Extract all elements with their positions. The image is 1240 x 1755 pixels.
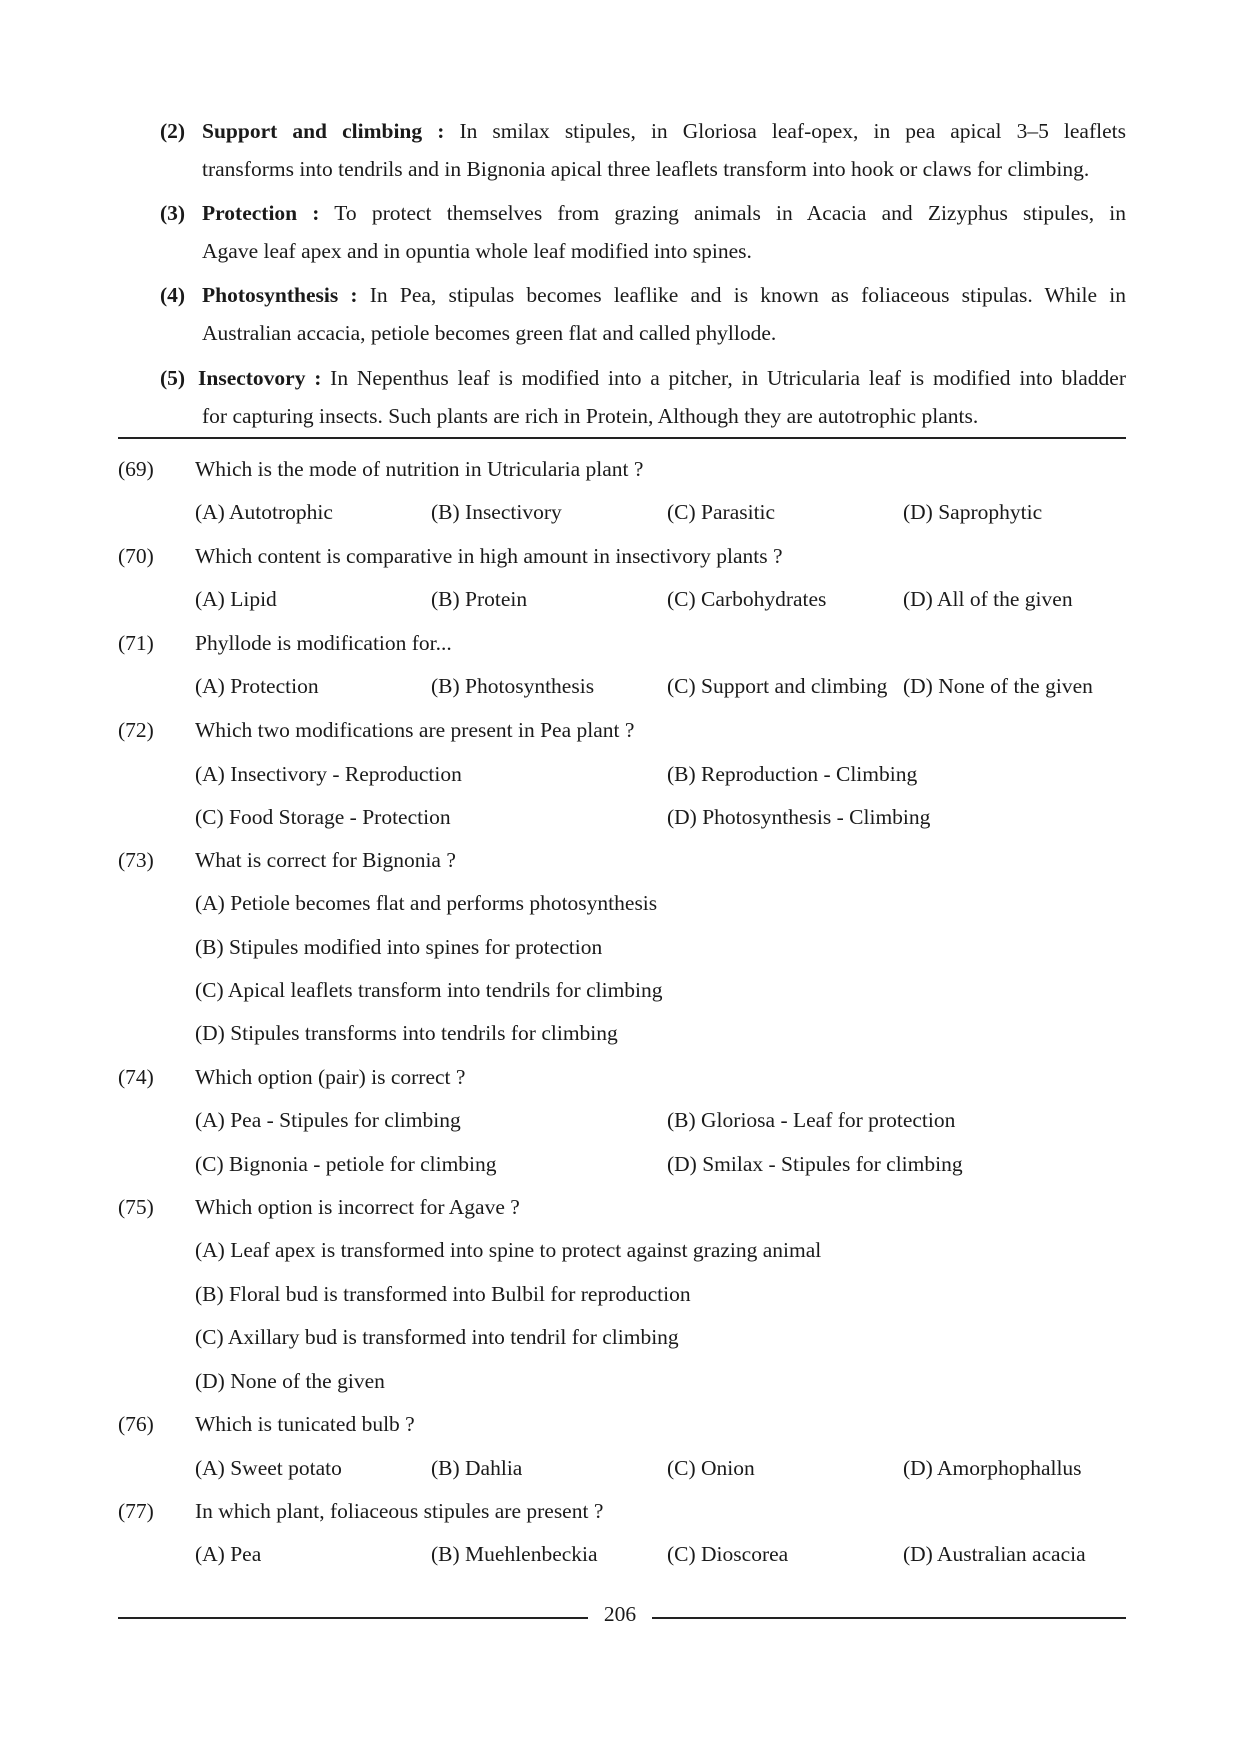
option-c: (C) Axillary bud is transformed into tendril for climbing — [195, 1325, 679, 1349]
question-number: (72) — [118, 718, 154, 742]
option-c: (C) Dioscorea — [667, 1542, 789, 1566]
option-b: (B) Reproduction - Climbing — [667, 762, 918, 786]
note-number: (5) — [160, 366, 186, 390]
question-number: (75) — [118, 1195, 154, 1219]
question-text: Which is the mode of nutrition in Utricularia plant ? — [195, 457, 644, 481]
option-a: (A) Autotrophic — [195, 500, 333, 524]
option-a: (A) Pea — [195, 1542, 262, 1566]
option-c: (C) Carbohydrates — [667, 587, 827, 611]
option-d: (D) Saprophytic — [903, 500, 1043, 524]
question-text: Which option (pair) is correct ? — [195, 1065, 466, 1089]
note-heading: Protection : — [202, 201, 320, 225]
option-b: (B) Photosynthesis — [431, 674, 595, 698]
footer-rule-right — [652, 1617, 1126, 1619]
option-c: (C) Apical leaflets transform into tendrils for climbing — [195, 978, 663, 1002]
question-number: (74) — [118, 1065, 154, 1089]
question-text: Which two modifications are present in Pea plant ? — [195, 718, 635, 742]
note-text-cont: for capturing insects. Such plants are rich in Protein, Although they are autotrophic plants. — [202, 404, 979, 428]
option-d: (D) None of the given — [195, 1369, 385, 1393]
option-b: (B) Dahlia — [431, 1456, 523, 1480]
option-c: (C) Bignonia - petiole for climbing — [195, 1152, 497, 1176]
note-protection — [160, 194, 1126, 270]
note-text-cont: transforms into tendrils and in Bignonia apical three leaflets transform into hook or claws for climbing. — [202, 157, 1090, 181]
option-c: (C) Food Storage - Protection — [195, 805, 451, 829]
question-number: (77) — [118, 1499, 154, 1523]
option-a: (A) Sweet potato — [195, 1456, 342, 1480]
option-a: (A) Lipid — [195, 587, 277, 611]
question-text: What is correct for Bignonia ? — [195, 848, 456, 872]
note-number: (4) — [160, 283, 186, 307]
option-b: (B) Gloriosa - Leaf for protection — [667, 1108, 956, 1132]
note-text: In Pea, stipulas becomes leaflike and is known as foliaceous stipulas. While in — [369, 283, 1126, 307]
option-b: (B) Stipules modified into spines for protection — [195, 935, 603, 959]
note-text: In smilax stipules, in Gloriosa leaf-opex, in pea apical 3–5 leaflets — [459, 119, 1126, 143]
question-text: Which option is incorrect for Agave ? — [195, 1195, 520, 1219]
question-number: (71) — [118, 631, 154, 655]
note-number: (3) — [160, 201, 186, 225]
question-number: (76) — [118, 1412, 154, 1436]
question-number: (73) — [118, 848, 154, 872]
option-a: (A) Petiole becomes flat and performs photosynthesis — [195, 891, 658, 915]
note-heading: Insectovory : — [198, 366, 322, 390]
option-d: (D) Amorphophallus — [903, 1456, 1082, 1480]
note-text-cont: Agave leaf apex and in opuntia whole leaf modified into spines. — [202, 239, 752, 263]
option-b: (B) Insectivory — [431, 500, 562, 524]
option-b: (B) Protein — [431, 587, 528, 611]
option-d: (D) All of the given — [903, 587, 1073, 611]
question-number: (69) — [118, 457, 154, 481]
note-support-climbing — [160, 112, 1126, 188]
option-a: (A) Protection — [195, 674, 319, 698]
option-c: (C) Support and climbing — [667, 674, 888, 698]
option-d: (D) Photosynthesis - Climbing — [667, 805, 931, 829]
note-text: To protect themselves from grazing animals in Acacia and Zizyphus stipules, in — [334, 201, 1126, 225]
footer-rule-left — [118, 1617, 588, 1619]
option-a: (A) Insectivory - Reproduction — [195, 762, 462, 786]
question-number: (70) — [118, 544, 154, 568]
note-photosynthesis — [160, 276, 1126, 352]
option-d: (D) None of the given — [903, 674, 1093, 698]
note-number: (2) — [160, 119, 186, 143]
page-number: 206 — [603, 1602, 637, 1626]
option-c: (C) Onion — [667, 1456, 755, 1480]
question-text: Which content is comparative in high amount in insectivory plants ? — [195, 544, 783, 568]
option-c: (C) Parasitic — [667, 500, 776, 524]
question-text: In which plant, foliaceous stipules are present ? — [195, 1499, 604, 1523]
option-b: (B) Floral bud is transformed into Bulbil for reproduction — [195, 1282, 691, 1306]
note-text: In Nepenthus leaf is modified into a pitcher, in Utricularia leaf is modified into bladder — [330, 366, 1126, 390]
page-footer — [118, 1602, 1126, 1632]
option-d: (D) Smilax - Stipules for climbing — [667, 1152, 963, 1176]
section-divider — [118, 437, 1126, 439]
note-insectovory — [160, 359, 1126, 435]
note-text-cont: Australian accacia, petiole becomes green flat and called phyllode. — [202, 321, 777, 345]
note-heading: Support and climbing : — [202, 119, 445, 143]
option-b: (B) Muehlenbeckia — [431, 1542, 598, 1566]
option-d: (D) Stipules transforms into tendrils for climbing — [195, 1021, 618, 1045]
option-a: (A) Leaf apex is transformed into spine to protect against grazing animal — [195, 1238, 822, 1262]
note-heading: Photosynthesis : — [202, 283, 358, 307]
question-text: Which is tunicated bulb ? — [195, 1412, 415, 1436]
option-a: (A) Pea - Stipules for climbing — [195, 1108, 461, 1132]
question-text: Phyllode is modification for... — [195, 631, 452, 655]
option-d: (D) Australian acacia — [903, 1542, 1086, 1566]
